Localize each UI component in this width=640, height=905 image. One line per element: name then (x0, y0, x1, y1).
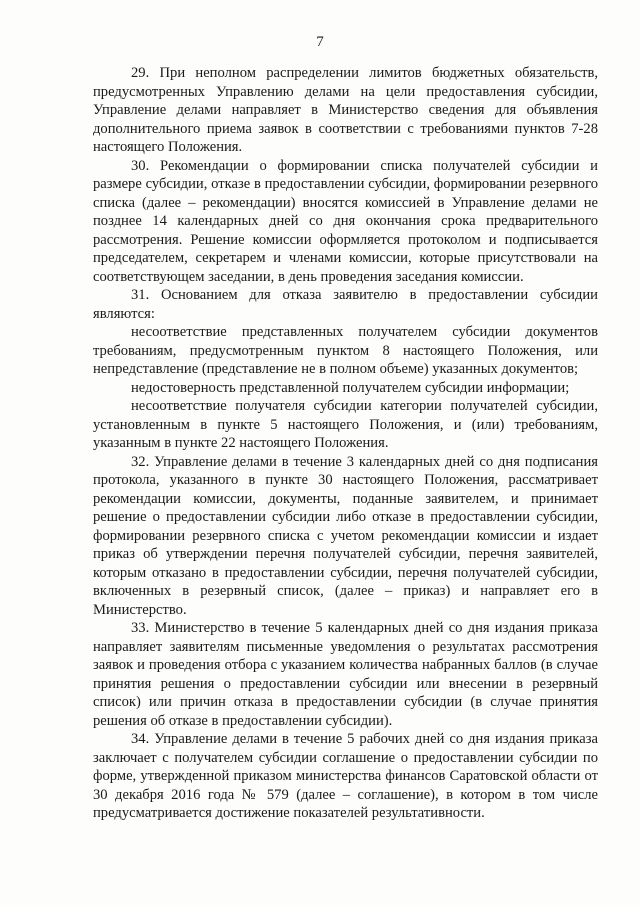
paragraph-31-item-2: недостоверность представленной получателем субсидии информации; (131, 379, 570, 396)
document-body (93, 64, 598, 823)
paragraph-31-item-1: несоответствие представленных получателем субсидии документов требованиям, предусмотренным пунктом 8 настоящего Положения, или непредставление (представление не в полном объеме) указанных документов; (93, 324, 598, 377)
paragraph-33: 33. Министерство в течение 5 календарных дней со дня издания приказа направляет заявителям письменные уведомления о результатах рассмотрения заявок и проведения отбора с указанием количества набранных баллов (в случае принятия решения о предоставлении субсидии или внесении в резервный список) или причин отказа в предоставлении субсидии (в случае принятия решения об отказе в предоставлении субсидии). (93, 620, 598, 729)
paragraph-30: 30. Рекомендации о формировании списка получателей субсидии и размере субсидии, отказе в предоставлении субсидии, формировании резервного списка (далее – рекомендации) вносятся комиссией в Управление делами не позднее 14 календарных дней со дня окончания срока предварительного рассмотрения. Решение комиссии оформляется протоколом и подписывается председателем, секретарем и членами комиссии, которые присутствовали на соответствующем заседании, в день проведения заседания комиссии. (93, 157, 598, 285)
paragraph-29: 29. При неполном распределении лимитов бюджетных обязательств, предусмотренных Управлению делами на цели предоставления субсидии, Управление делами направляет в Министерство сведения для объявления дополнительного приема заявок в соответствии с требованиями пунктов 7-28 настоящего Положения. (93, 65, 598, 155)
paragraph-31: 31. Основанием для отказа заявителю в предоставлении субсидии являются: (93, 287, 598, 322)
paragraph-31-item-3: несоответствие получателя субсидии категории получателей субсидии, установленным в пункте 5 настоящего Положения, и (или) требованиям, указанным в пункте 22 настоящего Положения. (93, 398, 598, 451)
page-number: 7 (316, 34, 324, 50)
paragraph-32: 32. Управление делами в течение 3 календарных дней со дня подписания протокола, указанного в пункте 30 настоящего Положения, рассматривает рекомендации комиссии, документы, поданные заявителем, и принимает решение о предоставлении субсидии либо отказе в предоставлении субсидии, формировании резервного списка с учетом рекомендации комиссии и издает приказ об утверждении перечня получателей субсидии, перечня заявителей, которым отказано в предоставлении субсидии, перечня получателей субсидии, включенных в резервный список, (далее – приказ) и направляет его в Министерство. (93, 453, 598, 618)
paragraph-34: 34. Управление делами в течение 5 рабочих дней со дня издания приказа заключает с получателем субсидии соглашение о предоставлении субсидии по форме, утвержденной приказом министерства финансов Саратовской области от 30 декабря 2016 года № 579 (далее – соглашение), в котором в том числе предусматривается достижение показателей результативности. (93, 731, 598, 821)
